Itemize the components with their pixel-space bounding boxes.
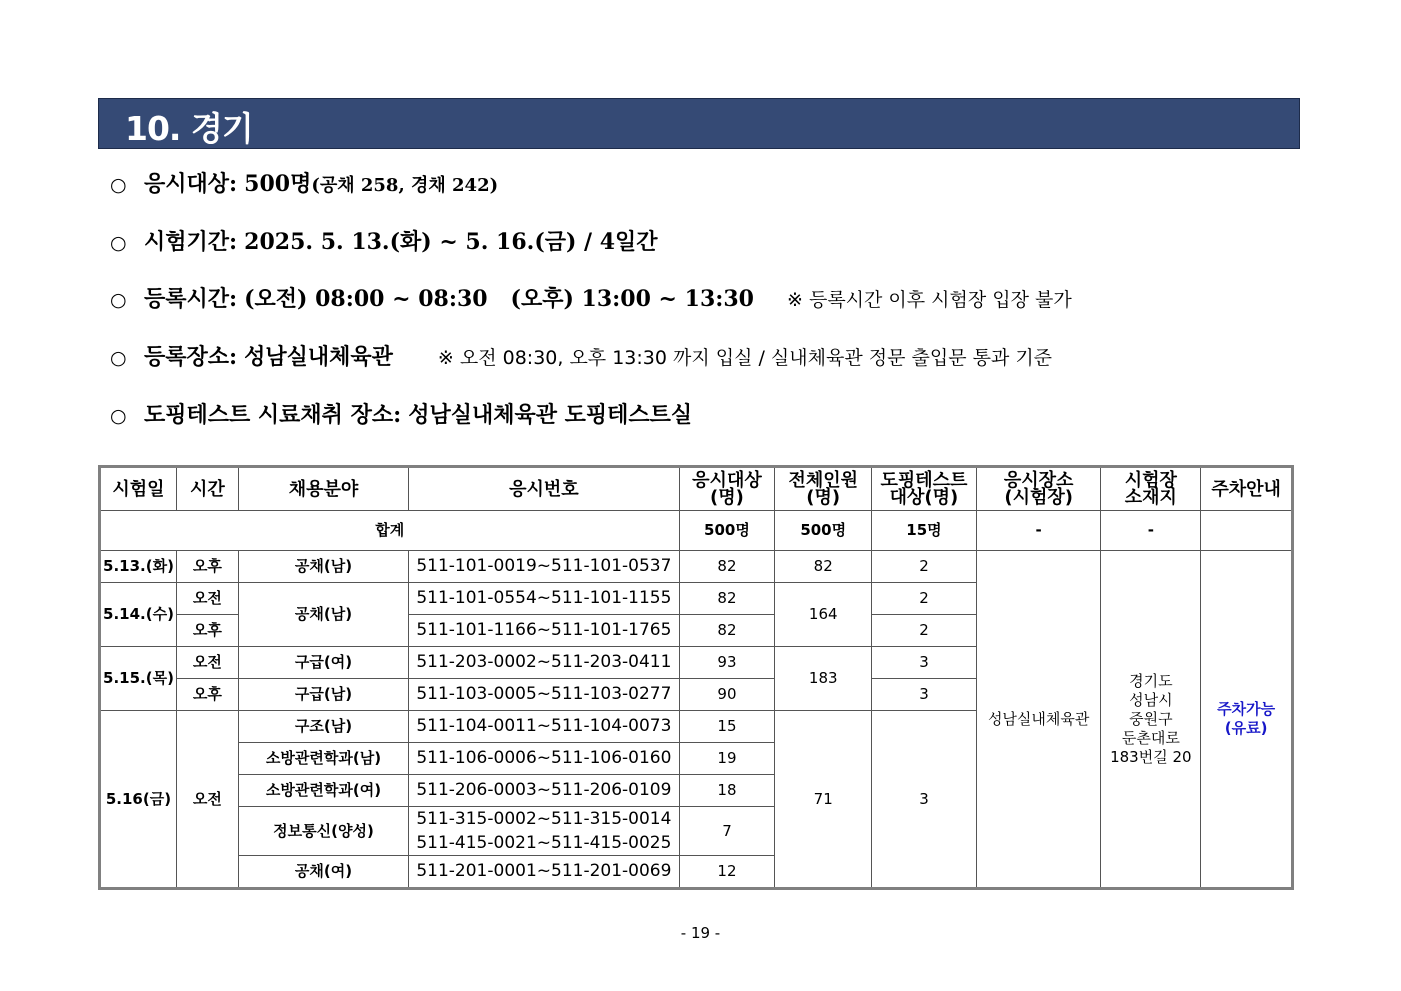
exam-number-cell: 511-101-1166~511-101-1765 xyxy=(409,615,679,647)
date-cell: 5.13.(화) xyxy=(100,551,177,583)
exam-number-cell: 511-203-0002~511-203-0411 xyxy=(409,647,679,679)
bullet-label: 등록장소: xyxy=(144,344,238,370)
location-line: 성남시 xyxy=(1129,690,1173,709)
location-cell xyxy=(1101,551,1201,889)
day-total-cell: 71 xyxy=(775,711,872,889)
total-location: - xyxy=(1101,511,1201,551)
bullet-value-detail: (공채 258, 경채 242) xyxy=(311,175,499,196)
applicants-cell: 82 xyxy=(679,615,775,647)
exam-number-cell: 511-201-0001~511-201-0069 xyxy=(409,856,679,889)
bullet-label: 등록시간: xyxy=(144,286,238,312)
total-venue: - xyxy=(976,511,1101,551)
bullet-exam-period xyxy=(110,227,658,258)
total-count: 500명 xyxy=(775,511,872,551)
time-cell: 오전 xyxy=(176,583,238,615)
bullet-label: 응시대상: xyxy=(144,171,238,197)
doping-cell: 3 xyxy=(872,647,977,679)
exam-schedule-table xyxy=(98,465,1294,890)
total-row xyxy=(100,511,1293,551)
applicants-cell: 15 xyxy=(679,711,775,743)
bullet-circle-icon: ○ xyxy=(110,232,127,254)
field-cell: 소방관련학과(여) xyxy=(238,775,408,807)
exam-number-cell: 511-104-0011~511-104-0073 xyxy=(409,711,679,743)
parking-line: 주차가능 xyxy=(1217,700,1276,718)
header-applicants: 응시대상 (명) xyxy=(679,467,775,511)
applicants-cell: 18 xyxy=(679,775,775,807)
time-cell: 오후 xyxy=(176,615,238,647)
header-doping: 도핑테스트 대상(명) xyxy=(872,467,977,511)
section-title-bar xyxy=(98,98,1300,149)
date-cell: 5.16(금) xyxy=(100,711,177,889)
bullet-applicants xyxy=(110,169,498,201)
day-total-cell: 164 xyxy=(775,583,872,647)
time-cell: 오전 xyxy=(176,711,238,889)
bullet-value: (오전) 08:00 ~ 08:30 (오후) 13:00 ~ 13:30 xyxy=(244,286,754,312)
header-exam-numbers: 응시번호 xyxy=(409,467,679,511)
doping-cell: 3 xyxy=(872,711,977,889)
total-doping: 15명 xyxy=(872,511,977,551)
header-time: 시간 xyxy=(176,467,238,511)
field-cell: 구조(남) xyxy=(238,711,408,743)
field-cell: 구급(여) xyxy=(238,647,408,679)
doping-cell: 2 xyxy=(872,583,977,615)
date-cell: 5.14.(수) xyxy=(100,583,177,647)
bullet-value: 성남실내체육관 도핑테스트실 xyxy=(408,402,693,428)
field-cell: 공채(남) xyxy=(238,551,408,583)
location-line: 183번길 20 xyxy=(1110,747,1192,766)
day-total-cell: 82 xyxy=(775,551,872,583)
exam-number-line: 511-415-0021~511-415-0025 xyxy=(416,833,672,853)
applicants-cell: 82 xyxy=(679,583,775,615)
time-cell: 오전 xyxy=(176,647,238,679)
applicants-cell: 93 xyxy=(679,647,775,679)
bullet-registration-place xyxy=(110,342,1052,373)
doping-cell: 2 xyxy=(872,615,977,647)
doping-cell: 3 xyxy=(872,679,977,711)
bullet-registration-time xyxy=(110,284,1072,315)
applicants-cell: 82 xyxy=(679,551,775,583)
exam-number-cell: 511-103-0005~511-103-0277 xyxy=(409,679,679,711)
bullet-circle-icon: ○ xyxy=(110,174,127,196)
section-title: 10. 경기 xyxy=(125,109,253,148)
applicants-cell: 12 xyxy=(679,856,775,889)
bullet-value: 성남실내체육관 xyxy=(244,344,393,370)
bullet-note: ※ 오전 08:30, 오후 13:30 까지 입실 / 실내체육관 정문 출입문 통과 기준 xyxy=(437,347,1053,369)
location-line: 둔촌대로 xyxy=(1121,728,1180,747)
field-cell: 공채(여) xyxy=(238,856,408,889)
bullet-circle-icon: ○ xyxy=(110,289,127,311)
header-location: 시험장 소재지 xyxy=(1101,467,1201,511)
exam-number-cell: 511-101-0019~511-101-0537 xyxy=(409,551,679,583)
parking-cell xyxy=(1201,551,1293,889)
table-row xyxy=(100,551,1293,583)
total-label: 합계 xyxy=(100,511,680,551)
time-cell: 오후 xyxy=(176,551,238,583)
applicants-cell: 19 xyxy=(679,743,775,775)
bullet-circle-icon: ○ xyxy=(110,347,127,369)
location-line: 중원구 xyxy=(1129,709,1173,728)
day-total-cell: 183 xyxy=(775,647,872,711)
bullet-value: 500명 xyxy=(244,171,312,197)
bullet-doping-place xyxy=(110,400,692,431)
header-field: 채용분야 xyxy=(238,467,408,511)
time-cell: 오후 xyxy=(176,679,238,711)
exam-number-cell xyxy=(409,807,679,856)
applicants-cell: 90 xyxy=(679,679,775,711)
venue-cell: 성남실내체육관 xyxy=(976,551,1101,889)
page-number: - 19 - xyxy=(680,924,721,942)
doping-cell: 2 xyxy=(872,551,977,583)
exam-number-cell: 511-101-0554~511-101-1155 xyxy=(409,583,679,615)
parking-line: (유료) xyxy=(1224,719,1268,737)
exam-number-line: 511-315-0002~511-315-0014 xyxy=(416,809,672,829)
header-parking: 주차안내 xyxy=(1201,467,1293,511)
bullet-label: 시험기간: xyxy=(144,229,238,255)
total-applicants: 500명 xyxy=(679,511,775,551)
header-venue: 응시장소 (시험장) xyxy=(976,467,1101,511)
bullet-circle-icon: ○ xyxy=(110,405,127,427)
field-cell: 정보통신(양성) xyxy=(238,807,408,856)
applicants-cell: 7 xyxy=(679,807,775,856)
bullet-label: 도핑테스트 시료채취 장소: xyxy=(144,402,402,428)
table-header-row xyxy=(100,467,1293,511)
exam-number-cell: 511-106-0006~511-106-0160 xyxy=(409,743,679,775)
bullet-value: 2025. 5. 13.(화) ~ 5. 16.(금) / 4일간 xyxy=(244,229,658,255)
header-date: 시험일 xyxy=(100,467,177,511)
field-cell: 소방관련학과(남) xyxy=(238,743,408,775)
exam-number-cell: 511-206-0003~511-206-0109 xyxy=(409,775,679,807)
date-cell: 5.15.(목) xyxy=(100,647,177,711)
header-total: 전체인원 (명) xyxy=(775,467,872,511)
field-cell: 구급(남) xyxy=(238,679,408,711)
bullet-note: ※ 등록시간 이후 시험장 입장 불가 xyxy=(787,289,1072,311)
total-parking xyxy=(1201,511,1293,551)
field-cell: 공채(남) xyxy=(238,583,408,647)
location-line: 경기도 xyxy=(1129,671,1173,690)
